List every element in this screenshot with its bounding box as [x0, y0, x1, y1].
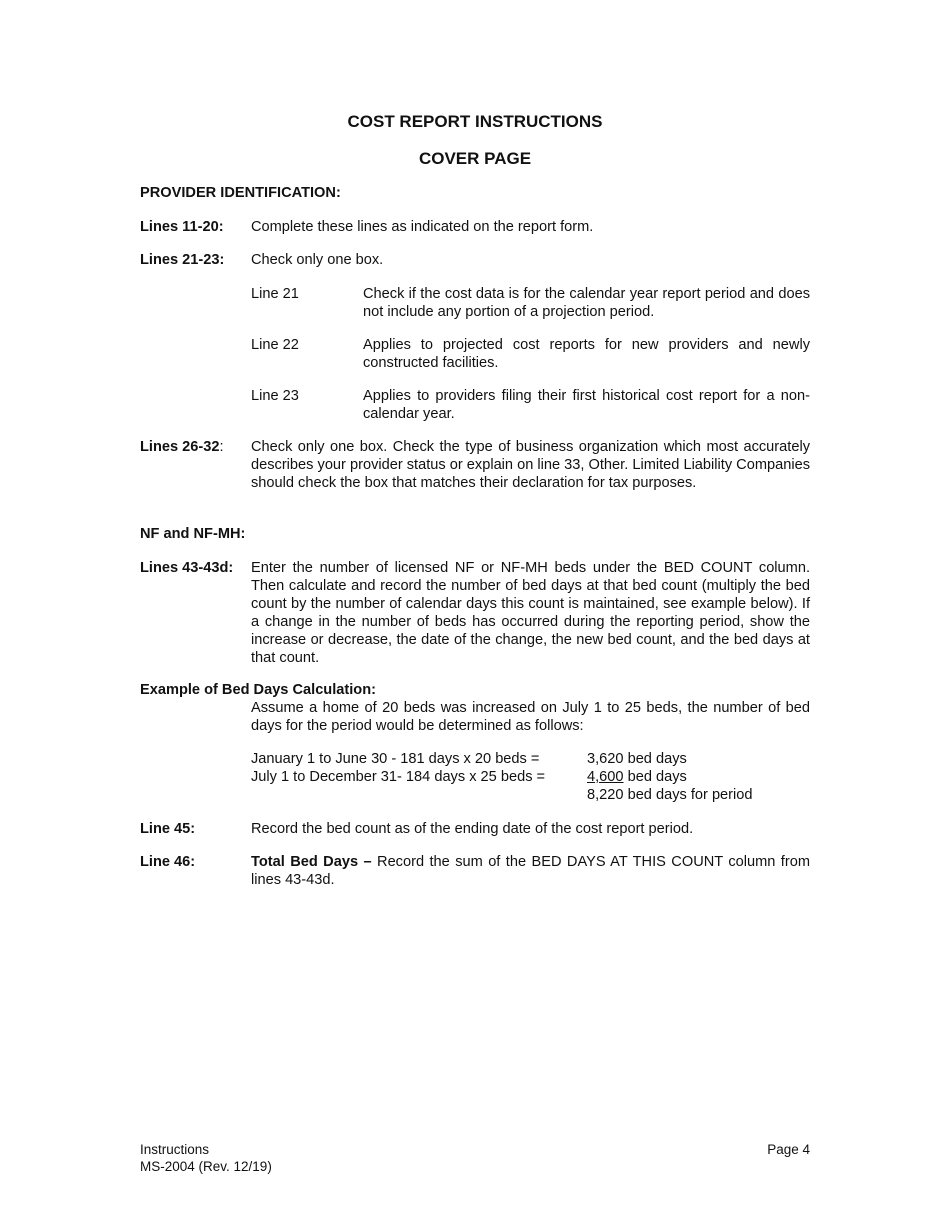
line-22-text: Applies to projected cost reports for new providers and newly constructed facilities. — [363, 337, 810, 371]
lines-26-32-label-text: Lines 26-32 — [140, 439, 220, 455]
calc-row-2-value: 4,600 — [587, 769, 624, 785]
nf-heading: NF and NF-MH: — [140, 526, 246, 542]
lines-21-23-text: Check only one box. — [251, 252, 384, 268]
footer-page-number: Page 4 — [767, 1142, 810, 1157]
line-23-label: Line 23 — [251, 388, 299, 404]
calc-row-2-unit: bed days — [623, 769, 687, 785]
lines-21-23-label: Lines 21-23: — [140, 252, 225, 268]
calc-row-1-left: January 1 to June 30 - 181 days x 20 beds = — [251, 751, 540, 767]
example-heading: Example of Bed Days Calculation: — [140, 682, 376, 698]
calc-row-1-right: 3,620 bed days — [587, 751, 687, 767]
line-46-bold-text: Total Bed Days – — [251, 854, 372, 870]
lines-26-32-text: Check only one box. Check the type of business organization which most accurately describes your provider status or explain on line 33, Other. Limited Liability Companies should check the box that matches their declaration for tax purposes. — [251, 439, 810, 491]
page-subtitle: COVER PAGE — [418, 149, 532, 168]
line-23-text: Applies to providers filing their first historical cost report for a non-calendar year. — [363, 388, 810, 422]
line-21-label: Line 21 — [251, 286, 299, 302]
line-46-text — [251, 853, 815, 889]
line-46-label: Line 46: — [140, 854, 196, 870]
provider-identification-heading: PROVIDER IDENTIFICATION: — [140, 185, 341, 201]
line-46-body: Record the sum of the BED DAYS AT THIS COUNT column from lines 43-43d. — [251, 854, 815, 888]
line-22-label: Line 22 — [251, 337, 299, 353]
line-45-text: Record the bed count as of the ending date of the cost report period. — [251, 821, 694, 837]
lines-43-label: Lines 43-43d: — [140, 560, 234, 576]
page-title: COST REPORT INSTRUCTIONS — [347, 112, 603, 131]
calc-row-2-left: July 1 to December 31- 184 days x 25 beds = — [251, 769, 546, 785]
footer-instructions: Instructions — [140, 1142, 210, 1157]
lines-26-32-label — [140, 438, 224, 456]
line-45-label: Line 45: — [140, 821, 196, 837]
footer-form-number: MS-2004 (Rev. 12/19) — [140, 1159, 272, 1174]
lines-11-20-text: Complete these lines as indicated on the report form. — [251, 219, 594, 235]
lines-11-20-label: Lines 11-20: — [140, 219, 224, 235]
calc-total: 8,220 bed days for period — [587, 787, 753, 803]
line-21-text: Check if the cost data is for the calendar year report period and does not include any portion of a projection period. — [363, 286, 810, 320]
example-intro: Assume a home of 20 beds was increased on July 1 to 25 beds, the number of bed days for the period would be determined as follows: — [251, 700, 810, 734]
lines-26-32-colon: : — [219, 439, 224, 455]
calc-row-2-right — [587, 768, 687, 786]
lines-43-text: Enter the number of licensed NF or NF-MH beds under the BED COUNT column. Then calculate and record the number of bed days at that bed count (multiply the bed count by the number of calendar days this count is maintained, see example below). If a change in the number of beds has occurred during the reporting period, show the increase or decrease, the date of the change, the new bed count, and the bed days at that count. — [251, 560, 810, 666]
